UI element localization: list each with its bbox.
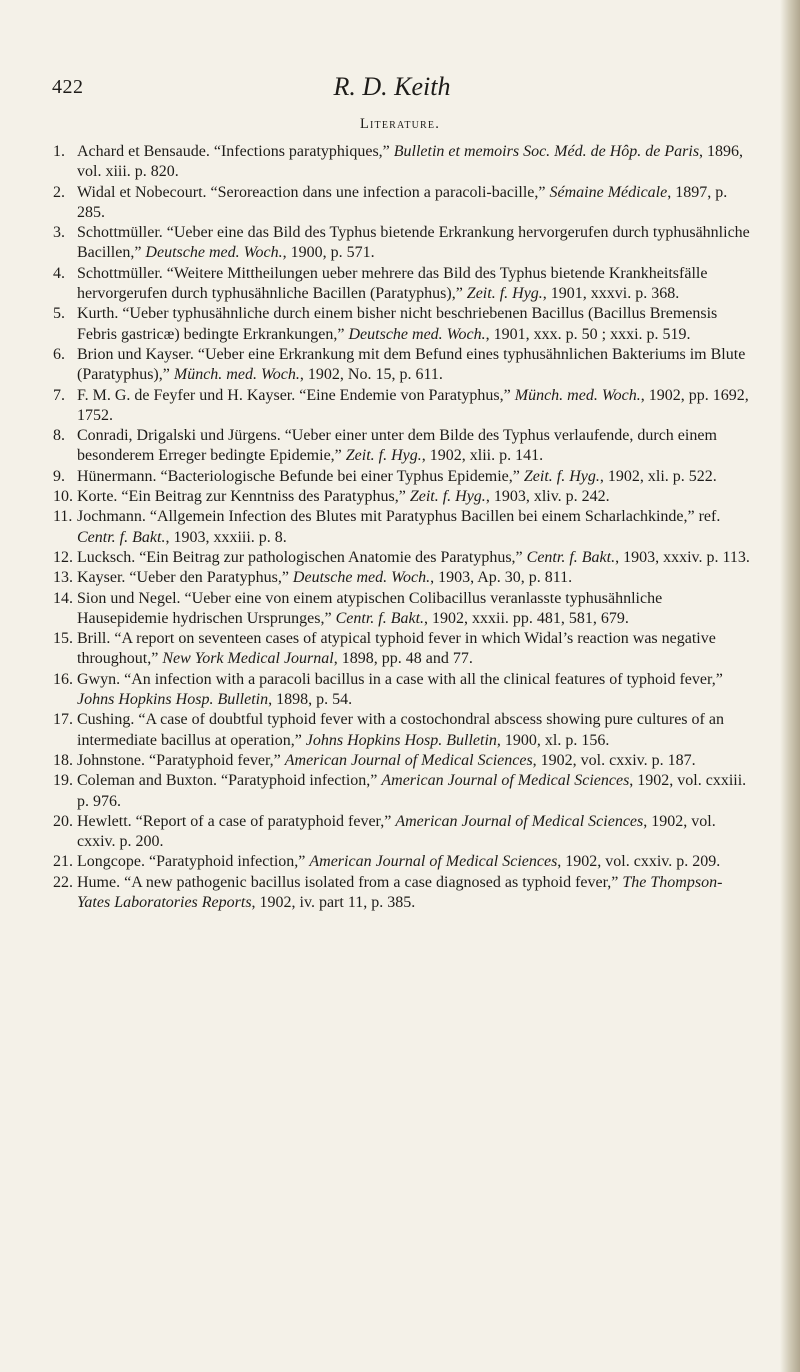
reference-segment: Longcope. “Paratyphoid infection,”: [77, 853, 310, 871]
reference-item: [53, 426, 753, 467]
reference-text: [77, 771, 753, 812]
reference-item: [53, 487, 753, 507]
reference-segment: , 1898, p. 54.: [268, 691, 353, 709]
reference-text: [77, 852, 753, 872]
reference-segment: , 1898, pp. 48 and 77.: [333, 650, 473, 668]
reference-item: [53, 386, 753, 427]
reference-number: 12.: [53, 548, 73, 566]
reference-text: [77, 751, 753, 771]
reference-segment: , 1902, No. 15, p. 611.: [299, 366, 443, 384]
reference-item: [53, 304, 753, 345]
reference-segment: Conradi, Drigalski und Jürgens. “Ueber einer unter dem Bilde des Typhus verlaufende, durch einem besonderem Erreger bedingte Epidemie,”: [77, 427, 717, 465]
reference-segment: Hünermann. “Bacteriologische Befunde bei einer Typhus Epidemie,”: [77, 467, 524, 485]
reference-journal: American Journal of Medical Sciences: [395, 812, 644, 830]
reference-text: [77, 142, 753, 183]
reference-text: [77, 568, 753, 588]
reference-item: [53, 142, 753, 183]
reference-item: [53, 873, 753, 914]
reference-segment: Kayser. “Ueber den Paratyphus,”: [77, 569, 293, 587]
reference-segment: Jochmann. “Allgemein Infection des Blutes mit Paratyphus Bacillen bei einem Scharlachkinde,” ref.: [77, 508, 721, 526]
reference-number: 4.: [53, 264, 65, 282]
reference-segment: Lucksch. “Ein Beitrag zur pathologischen Anatomie des Paratyphus,”: [77, 548, 527, 566]
reference-segment: , 1901, xxx. p. 50 ; xxxi. p. 519.: [485, 325, 691, 343]
reference-item: [53, 467, 753, 487]
reference-item: [53, 568, 753, 588]
running-head: R. D. Keith: [333, 72, 451, 101]
reference-text: [77, 386, 753, 427]
reference-number: 8.: [53, 427, 65, 445]
reference-segment: Korte. “Ein Beitrag zur Kenntniss des Paratyphus,”: [77, 488, 410, 506]
reference-number: 5.: [53, 305, 65, 323]
reference-segment: Hume. “A new pathogenic bacillus isolated from a case diagnosed as typhoid fever,”: [77, 873, 623, 891]
reference-segment: , 1903, xxxiii. p. 8.: [165, 528, 287, 546]
reference-number: 2.: [53, 183, 65, 201]
reference-journal: American Journal of Medical Sciences: [284, 751, 533, 769]
reference-segment: , 1902, xlii. p. 141.: [421, 447, 544, 465]
reference-text: [77, 223, 753, 264]
reference-text: [77, 873, 753, 914]
reference-number: 10.: [53, 488, 73, 506]
reference-segment: Johnstone. “Paratyphoid fever,”: [77, 751, 285, 769]
reference-segment: Gwyn. “An infection with a paracoli bacillus in a case with all the clinical features of typhoid fever,”: [77, 670, 723, 688]
reference-item: [53, 264, 753, 305]
reference-text: [77, 426, 753, 467]
reference-journal: Johns Hopkins Hosp. Bulletin: [77, 691, 269, 709]
reference-segment: Coleman and Buxton. “Paratyphoid infection,”: [77, 772, 382, 790]
reference-text: [77, 487, 753, 507]
reference-segment: F. M. G. de Feyfer und H. Kayser. “Eine Endemie von Paratyphus,”: [77, 386, 515, 404]
reference-segment: , 1903, xliv. p. 242.: [485, 488, 610, 506]
reference-segment: , 1902, vol. cxxiv. p. 209.: [557, 853, 721, 871]
reference-number: 19.: [53, 772, 73, 790]
reference-journal: Zeit. f. Hyg.: [466, 285, 543, 303]
reference-item: [53, 223, 753, 264]
reference-item: [53, 507, 753, 548]
reference-text: [77, 304, 753, 345]
reference-segment: , 1903, Ap. 30, p. 811.: [430, 569, 573, 587]
reference-segment: , 1902, xxxii. pp. 481, 581, 679.: [424, 609, 629, 627]
reference-number: 16.: [53, 670, 73, 688]
reference-segment: , 1903, xxxiv. p. 113.: [615, 548, 750, 566]
reference-segment: , 1902, vol. cxxiii. p. 976.: [77, 772, 747, 810]
reference-segment: , 1896, vol. xiii. p. 820.: [77, 143, 744, 181]
reference-segment: Sion und Negel. “Ueber eine von einem atypischen Colibacillus veranlasste typhusähnliche Hausepidemie hydrischen Ursprunges,”: [77, 589, 663, 627]
reference-segment: Brill. “A report on seventeen cases of atypical typhoid fever in which Widal’s reaction was negative throughout,”: [77, 630, 716, 668]
reference-number: 6.: [53, 345, 65, 363]
reference-segment: Cushing. “A case of doubtful typhoid fever with a costochondral abscess showing pure cultures of an intermediate bacillus at operation,”: [77, 711, 724, 749]
reference-number: 17.: [53, 711, 73, 729]
reference-number: 13.: [53, 569, 73, 587]
reference-text: [77, 264, 753, 305]
reference-segment: Widal et Nobecourt. “Seroreaction dans une infection a paracoli-bacille,”: [77, 183, 550, 201]
reference-item: [53, 710, 753, 751]
reference-text: [77, 345, 753, 386]
reference-segment: Kurth. “Ueber typhusähnliche durch einem bisher nicht beschriebenen Bacillus (Bacillus Bremensis Febris gastricæ) bedingte Erkrankungen,”: [77, 305, 718, 343]
reference-number: 1.: [53, 143, 65, 160]
reference-segment: , 1901, xxxvi. p. 368.: [542, 285, 680, 303]
page-edge-shadow: [780, 0, 800, 1372]
reference-item: [53, 812, 753, 853]
reference-segment: , 1902, vol. cxxiv. p. 187.: [532, 751, 696, 769]
reference-journal: Zeit. f. Hyg.: [345, 447, 422, 465]
reference-text: [77, 589, 753, 630]
reference-item: [53, 771, 753, 812]
reference-segment: Hewlett. “Report of a case of paratyphoid fever,”: [77, 812, 396, 830]
reference-segment: Schottmüller. “Ueber eine das Bild des Typhus bietende Erkrankung hervorgerufen durch typhusähnliche Bacillen,”: [77, 224, 750, 262]
reference-segment: Achard et Bensaude. “Infections paratyphiques,”: [77, 143, 394, 160]
reference-segment: , 1902, iv. part 11, p. 385.: [251, 893, 416, 911]
reference-number: 15.: [53, 630, 73, 648]
reference-journal: Centr. f. Bakt.: [335, 609, 425, 627]
reference-journal: Sémaine Médicale: [549, 183, 668, 201]
reference-journal: American Journal of Medical Sciences: [381, 772, 630, 790]
reference-journal: Zeit. f. Hyg.: [523, 467, 600, 485]
page-header: [32, 72, 752, 112]
reference-item: [53, 183, 753, 224]
reference-number: 20.: [53, 812, 73, 830]
reference-text: [77, 548, 753, 568]
reference-segment: , 1900, xl. p. 156.: [496, 731, 610, 749]
reference-item: [53, 670, 753, 711]
reference-text: [77, 812, 753, 853]
reference-item: [53, 345, 753, 386]
page-number: 422: [52, 76, 84, 98]
reference-segment: , 1900, p. 571.: [282, 244, 375, 262]
reference-number: 18.: [53, 751, 73, 769]
reference-journal: Bulletin et memoirs Soc. Méd. de Hôp. de Paris: [393, 143, 700, 160]
reference-item: [53, 751, 753, 771]
reference-segment: , 1897, p. 285.: [77, 183, 728, 221]
reference-text: [77, 670, 753, 711]
reference-number: 9.: [53, 467, 65, 485]
reference-item: [53, 629, 753, 670]
reference-journal: Centr. f. Bakt.: [526, 548, 616, 566]
reference-journal: The Thompson-Yates Laboratories Reports: [77, 873, 723, 911]
reference-number: 3.: [53, 224, 65, 242]
section-title: Literature.: [359, 116, 441, 132]
reference-number: 14.: [53, 589, 73, 607]
reference-journal: Münch. med. Woch.: [514, 386, 641, 404]
reference-journal: New York Medical Journal: [162, 650, 334, 668]
reference-text: [77, 183, 753, 224]
reference-segment: , 1902, vol. cxxiv. p. 200.: [77, 812, 716, 851]
reference-text: [77, 629, 753, 670]
reference-journal: Deutsche med. Woch.: [145, 244, 283, 262]
reference-journal: Münch. med. Woch.: [173, 366, 300, 384]
reference-journal: Deutsche med. Woch.: [348, 325, 486, 343]
reference-journal: Johns Hopkins Hosp. Bulletin: [305, 731, 497, 749]
reference-number: 11.: [53, 508, 73, 526]
reference-segment: Brion und Kayser. “Ueber eine Erkrankung mit dem Befund eines typhusähnlichen Bakteriums im Blute (Paratyphus),”: [77, 345, 746, 384]
reference-text: [77, 507, 753, 548]
reference-segment: , 1902, xli. p. 522.: [599, 467, 717, 485]
reference-journal: Centr. f. Bakt.: [77, 528, 166, 546]
reference-segment: , 1902, pp. 1692, 1752.: [77, 386, 749, 424]
reference-segment: Schottmüller. “Weitere Mittheilungen ueber mehrere das Bild des Typhus bietende Krankheitsfälle hervorgerufen durch typhusähnliche Bacillen (Paratyphus),”: [77, 264, 708, 303]
reference-list: [53, 142, 753, 913]
reference-item: [53, 852, 753, 872]
reference-text: [77, 710, 753, 751]
reference-text: [77, 467, 753, 487]
reference-journal: Deutsche med. Woch.: [292, 569, 431, 587]
reference-journal: American Journal of Medical Sciences: [309, 853, 558, 871]
reference-number: 7.: [53, 386, 65, 404]
reference-item: [53, 548, 753, 568]
reference-number: 21.: [53, 853, 73, 871]
reference-number: 22.: [53, 873, 73, 891]
reference-journal: Zeit. f. Hyg.: [409, 488, 486, 506]
reference-item: [53, 589, 753, 630]
